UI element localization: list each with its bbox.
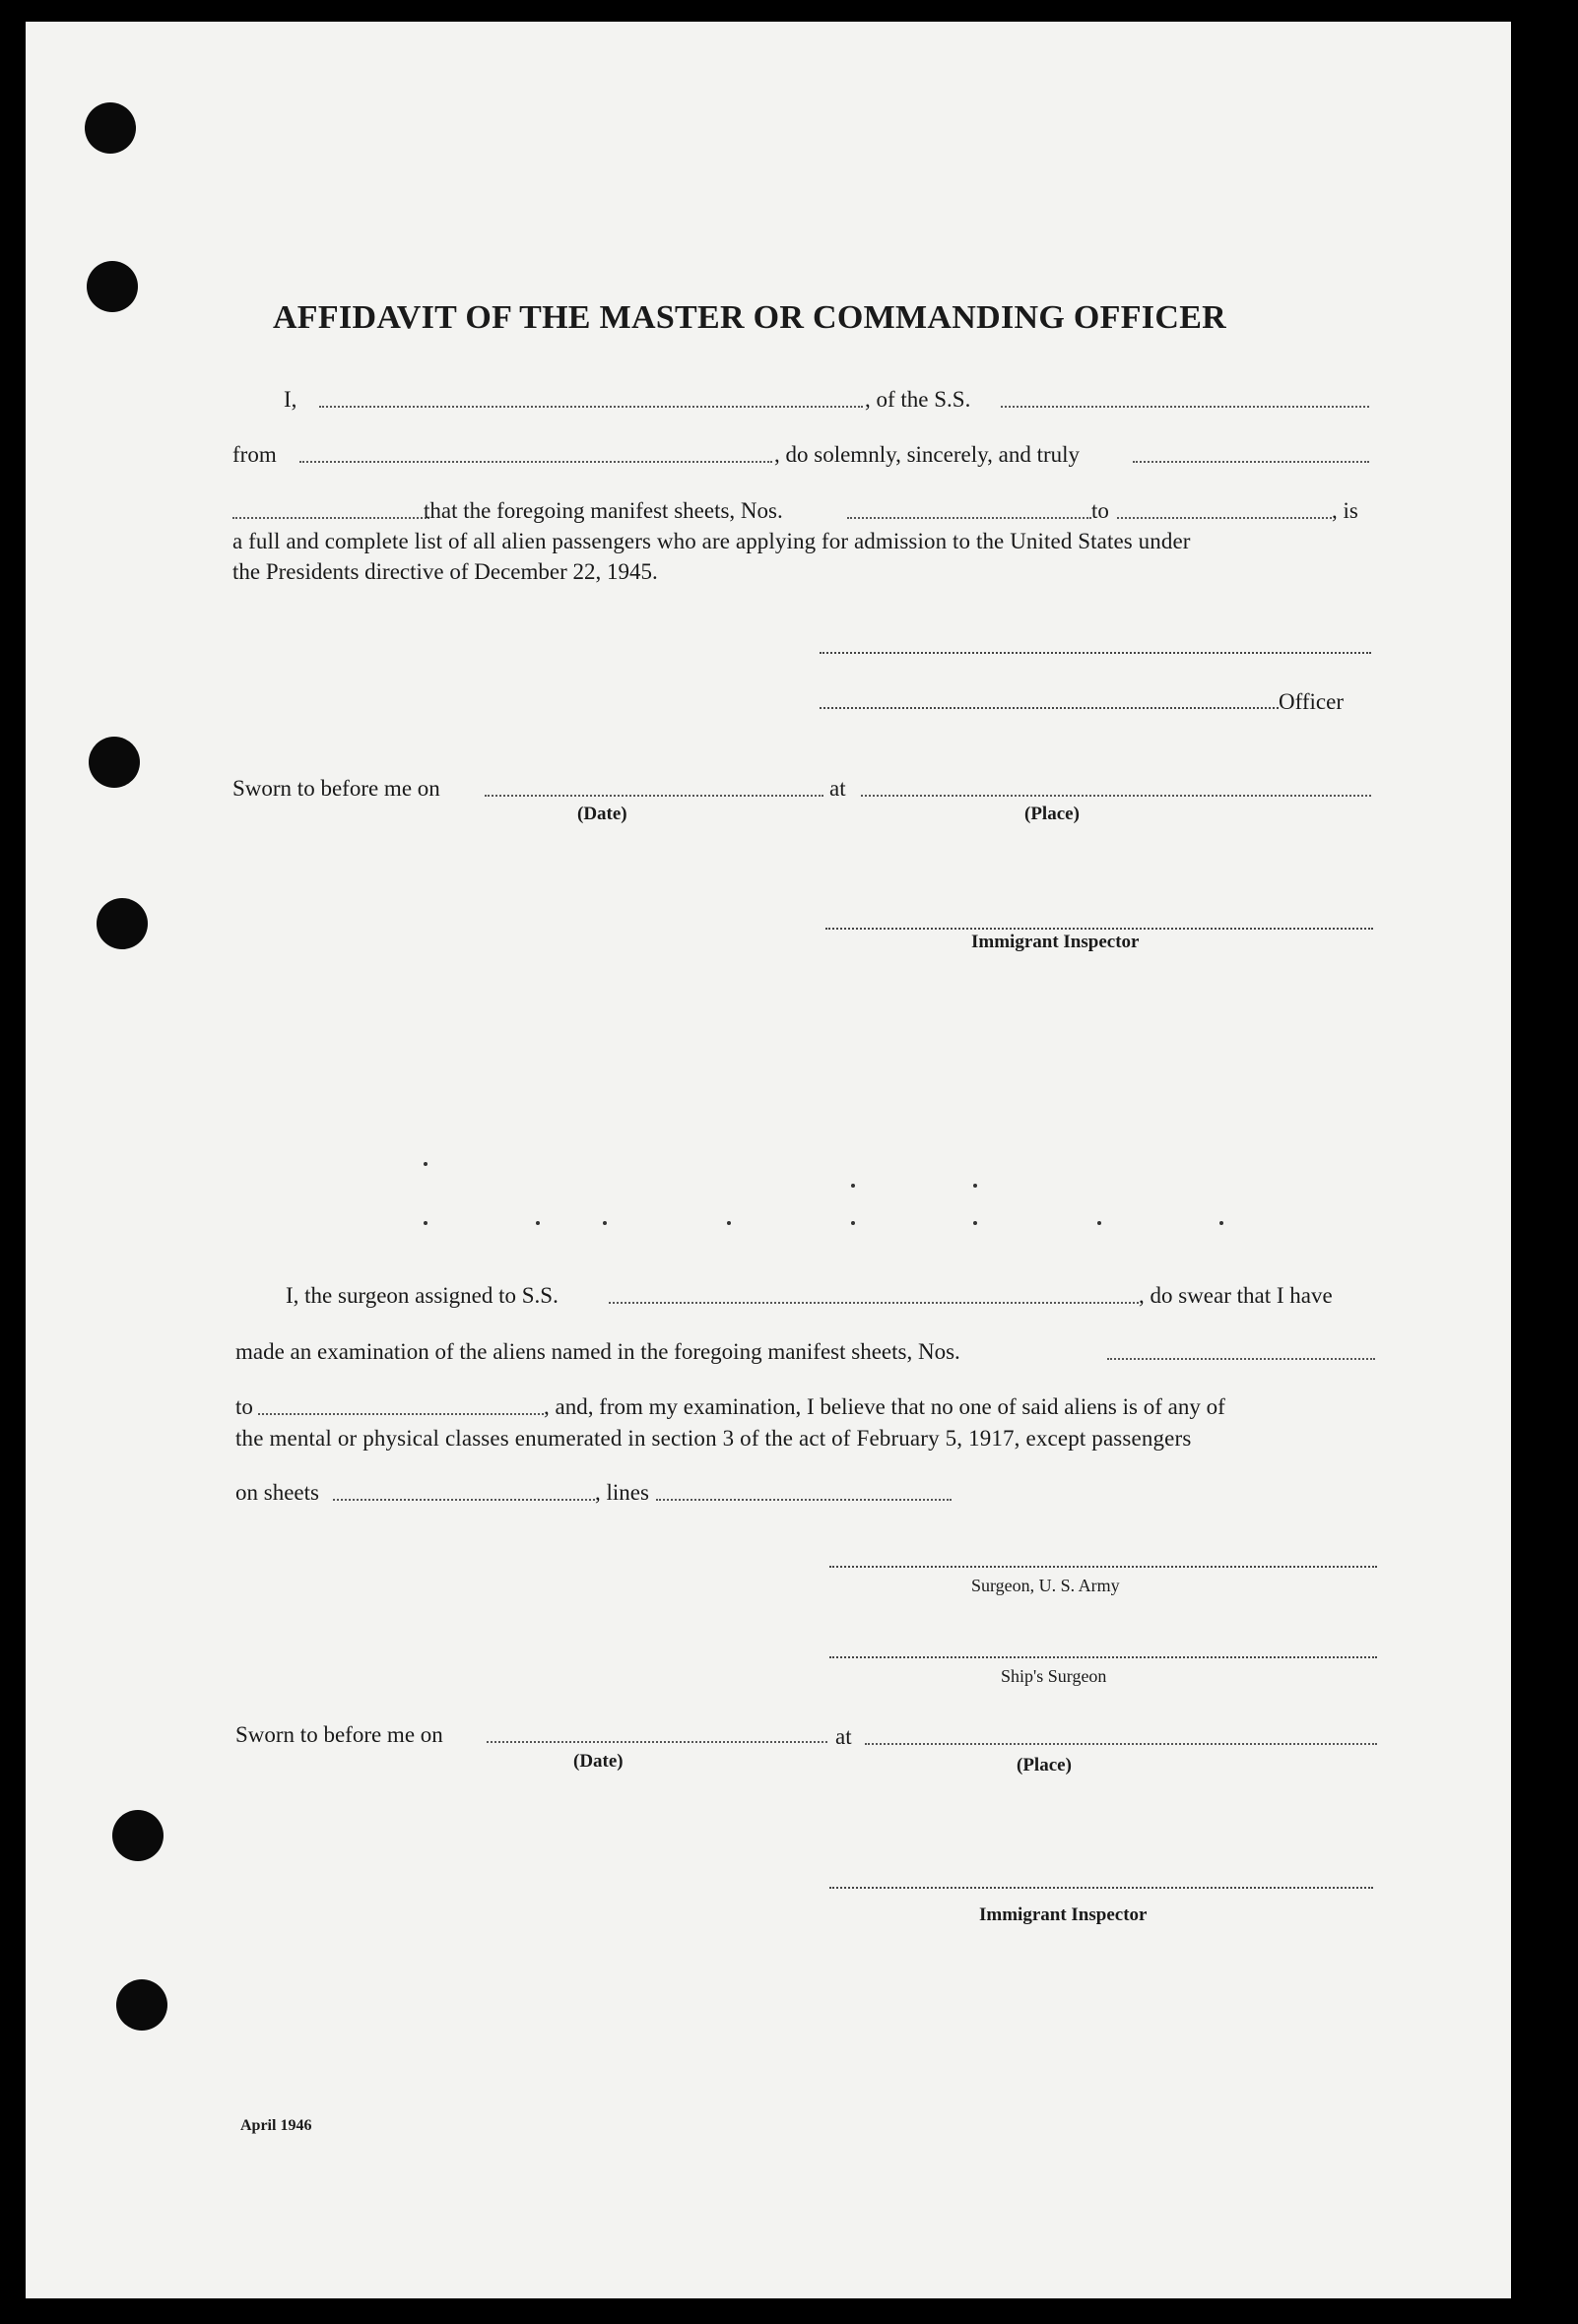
surgeon-to-label: to bbox=[235, 1394, 253, 1419]
master-sheets-from-field[interactable] bbox=[847, 517, 1091, 519]
master-inspector-label: Immigrant Inspector bbox=[971, 932, 1140, 952]
master-sheets-pre-field[interactable] bbox=[232, 517, 429, 519]
master-sheets-label: that the foregoing manifest sheets, Nos. bbox=[424, 498, 783, 523]
master-to-label: to bbox=[1091, 498, 1109, 523]
master-ship-label: , of the S.S. bbox=[865, 387, 971, 412]
form-page bbox=[26, 22, 1511, 2298]
officer-label: Officer bbox=[1279, 689, 1344, 714]
surgeon-line-4: the mental or physical classes enumerated in section 3 of the act of February 5, 1917, except passengers bbox=[235, 1426, 1192, 1451]
master-line-5: the Presidents directive of December 22, 1945. bbox=[232, 559, 658, 584]
surgeon-sheets-field[interactable] bbox=[1107, 1358, 1375, 1360]
bleed-speck bbox=[536, 1221, 540, 1225]
ship-surgeon-label: Ship's Surgeon bbox=[1001, 1666, 1107, 1686]
surgeon-line-2: made an examination of the aliens named in the foregoing manifest sheets, Nos. bbox=[235, 1339, 960, 1364]
surgeon-sworn-label: Sworn to before me on bbox=[235, 1722, 443, 1747]
surgeon-sworn-date-field[interactable] bbox=[487, 1741, 827, 1743]
surgeon-lines-field[interactable] bbox=[656, 1499, 952, 1501]
punch-hole bbox=[85, 102, 136, 154]
bleed-speck bbox=[424, 1221, 427, 1225]
surgeon-sheets-to-field[interactable] bbox=[258, 1413, 544, 1415]
surgeon-ship-field[interactable] bbox=[609, 1302, 1139, 1304]
bleed-speck bbox=[1097, 1221, 1101, 1225]
master-sworn-date-field[interactable] bbox=[485, 795, 823, 797]
army-surgeon-signature-line[interactable] bbox=[829, 1566, 1377, 1568]
master-date-caption: (Date) bbox=[577, 804, 627, 824]
surgeon-line-3: , and, from my examination, I believe that no one of said aliens is of any of bbox=[544, 1394, 1225, 1419]
master-swear-field[interactable] bbox=[1133, 461, 1369, 463]
surgeon-place-caption: (Place) bbox=[1017, 1755, 1072, 1775]
master-name-field[interactable] bbox=[319, 406, 863, 408]
surgeon-inspector-signature-line[interactable] bbox=[829, 1887, 1373, 1889]
punch-hole bbox=[112, 1810, 164, 1861]
punch-hole bbox=[116, 1979, 167, 2031]
surgeon-line-1-end: , do swear that I have bbox=[1139, 1283, 1333, 1308]
master-i-label: I, bbox=[284, 387, 297, 412]
punch-hole bbox=[89, 737, 140, 788]
surgeon-sworn-place-field[interactable] bbox=[865, 1743, 1377, 1745]
bleed-speck bbox=[973, 1221, 977, 1225]
punch-hole bbox=[97, 898, 148, 949]
officer-signature-line[interactable] bbox=[820, 707, 1279, 709]
master-sworn-place-field[interactable] bbox=[861, 795, 1371, 797]
army-surgeon-label: Surgeon, U. S. Army bbox=[971, 1576, 1120, 1595]
master-signature-line[interactable] bbox=[820, 652, 1371, 654]
surgeon-on-sheets-label: on sheets bbox=[235, 1480, 319, 1505]
master-swear-label: , do solemnly, sincerely, and truly bbox=[774, 442, 1081, 467]
bleed-speck bbox=[727, 1221, 731, 1225]
master-sheets-to-field[interactable] bbox=[1117, 517, 1332, 519]
bleed-speck bbox=[973, 1184, 977, 1188]
master-ship-field[interactable] bbox=[1001, 406, 1369, 408]
surgeon-line-1: I, the surgeon assigned to S.S. bbox=[286, 1283, 559, 1308]
bleed-speck bbox=[603, 1221, 607, 1225]
bleed-speck bbox=[1219, 1221, 1223, 1225]
master-place-caption: (Place) bbox=[1024, 804, 1080, 824]
surgeon-lines-label: , lines bbox=[595, 1480, 649, 1505]
bleed-speck bbox=[851, 1221, 855, 1225]
form-title: AFFIDAVIT OF THE MASTER OR COMMANDING OFFICER bbox=[272, 299, 1227, 336]
master-at-label: at bbox=[829, 776, 846, 801]
ship-surgeon-signature-line[interactable] bbox=[829, 1656, 1377, 1658]
master-inspector-signature-line[interactable] bbox=[825, 928, 1373, 930]
master-sworn-label: Sworn to before me on bbox=[232, 776, 440, 801]
bleed-speck bbox=[424, 1162, 427, 1166]
master-line-4: a full and complete list of all alien passengers who are applying for admission to the United States under bbox=[232, 529, 1191, 553]
surgeon-inspector-label: Immigrant Inspector bbox=[979, 1904, 1148, 1925]
surgeon-date-caption: (Date) bbox=[573, 1751, 624, 1772]
master-from-label: from bbox=[232, 442, 277, 467]
footer-date: April 1946 bbox=[240, 2117, 312, 2134]
master-is-label: , is bbox=[1332, 498, 1358, 523]
surgeon-on-sheets-field[interactable] bbox=[333, 1499, 595, 1501]
bleed-speck bbox=[851, 1184, 855, 1188]
master-from-field[interactable] bbox=[299, 461, 772, 463]
surgeon-at-label: at bbox=[835, 1724, 852, 1749]
